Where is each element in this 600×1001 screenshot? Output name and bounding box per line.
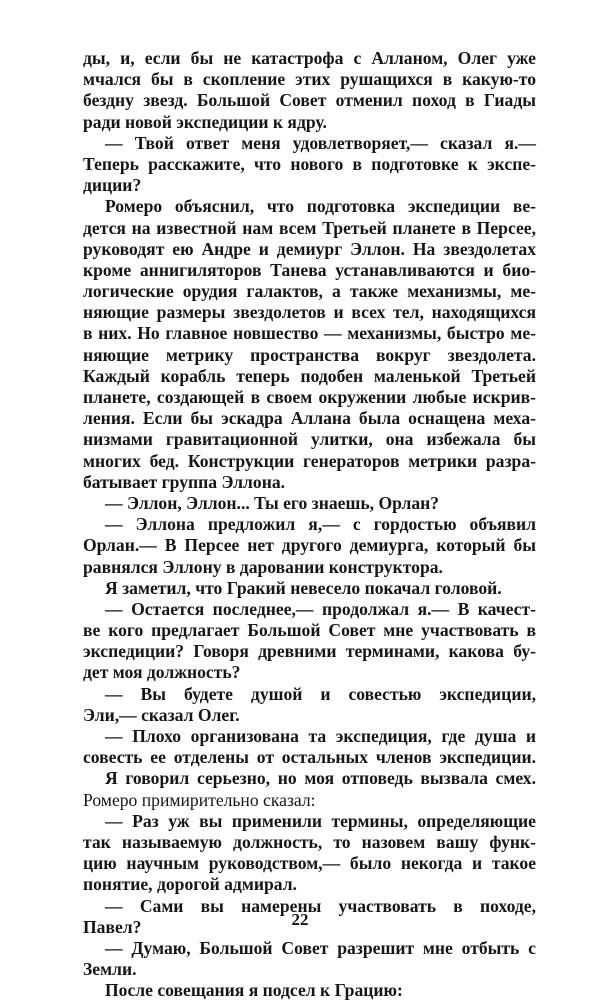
text-line: планете, создающей в своем окружении любые искрив-: [83, 387, 536, 407]
text-line: Земли.: [83, 959, 137, 980]
text-line: так называемую должность, то назовем вашу функ-: [83, 831, 536, 852]
text-line: дет моя должность?: [83, 662, 241, 683]
text-line: — Остается последнее,— продолжал я.— В качест-: [105, 598, 536, 619]
page-number: 22: [291, 910, 309, 929]
text-line: ления. Если бы эскадра Аллана была оснащена меха-: [83, 408, 536, 429]
text-line: в них. Но главное новшество — механизмы, быстро ме-: [83, 323, 536, 344]
text-line: няющие размеры звездолетов и всех тел, находящихся: [83, 302, 536, 323]
text-line: бездну звезд. Большой Совет отменил поход в Гиады: [83, 90, 536, 111]
body-text: [83, 48, 536, 1001]
text-line: Я заметил, что Гракий невесело покачал головой.: [105, 577, 502, 598]
text-line: — Плохо организована та экспедиция, где душа и: [105, 726, 536, 746]
text-line: логические орудия галактов, а также механизмы, ме-: [83, 281, 536, 302]
text-line: Теперь расскажите, что нового в подготовке к экспе-: [83, 153, 536, 174]
text-line: ради новой экспедиции к ядру.: [83, 111, 327, 132]
text-line: руководят ею Андре и демиург Эллон. На звездолетах: [83, 238, 536, 259]
text-line: многих бед. Конструкции генераторов метрики разра-: [83, 450, 536, 471]
text-line: — Раз уж вы применили термины, определяющие: [105, 810, 536, 831]
text-line: Эли,— сказал Олег.: [83, 704, 240, 725]
text-line: ве кого предлагает Большой Совет мне участвовать в: [83, 620, 536, 641]
text-line: Я говорил серьезно, но моя отповедь вызвала смех.: [105, 768, 536, 789]
text-line: — Эллона предложил я,— с гордостью объявил: [105, 514, 536, 535]
text-line: Павел?: [83, 916, 142, 937]
text-line: — Вы будете душой и совестью экспедиции,: [105, 683, 536, 704]
text-line: После совещания я подсел к Грацию:: [105, 980, 403, 1001]
text-line: няющие метрику пространства вокруг звездолета.: [83, 344, 536, 365]
text-line: Орлан.— В Персее нет другого демиурга, который бы: [83, 535, 536, 556]
text-line: ды, и, если бы не катастрофа с Алланом, Олег уже: [83, 48, 536, 68]
text-line: экспедиции? Говоря древними терминами, какова бу-: [83, 641, 536, 662]
text-line: кроме аннигиляторов Танева устанавливаются и био-: [83, 259, 536, 280]
text-line: — Эллон, Эллон... Ты его знаешь, Орлан?: [105, 492, 440, 513]
text-line: батывает группа Эллона.: [83, 471, 286, 492]
text-line: понятие, дорогой адмирал.: [83, 874, 297, 895]
text-line: цию научным руководством,— было некогда и такое: [83, 853, 536, 874]
text-line: — Думаю, Большой Совет разрешит мне отбыть с: [105, 937, 536, 958]
text-line: Ромеро объяснил, что подготовка экспедиции ве-: [105, 196, 536, 217]
text-line: равнялся Эллону в даровании конструктора.: [83, 556, 443, 577]
text-line: Каждый корабль теперь подобен маленькой Третьей: [83, 365, 536, 386]
text-line: — Сами вы намерены участвовать в походе,: [105, 895, 536, 916]
text-line: Ромеро примирительно сказал:: [83, 789, 316, 810]
text-line: диции?: [83, 175, 142, 196]
text-line: дется на известной нам всем Третьей планете в Персее,: [83, 217, 536, 238]
text-line: мчался бы в скопление этих рушащихся в какую-то: [83, 69, 536, 90]
text-line: совесть ее отделены от остальных членов экспедиции.: [83, 747, 536, 768]
text-line: — Твой ответ меня удовлетворяет,— сказал я.—: [105, 132, 536, 153]
text-line: низмами гравитационной улитки, она избежала бы: [83, 429, 536, 450]
